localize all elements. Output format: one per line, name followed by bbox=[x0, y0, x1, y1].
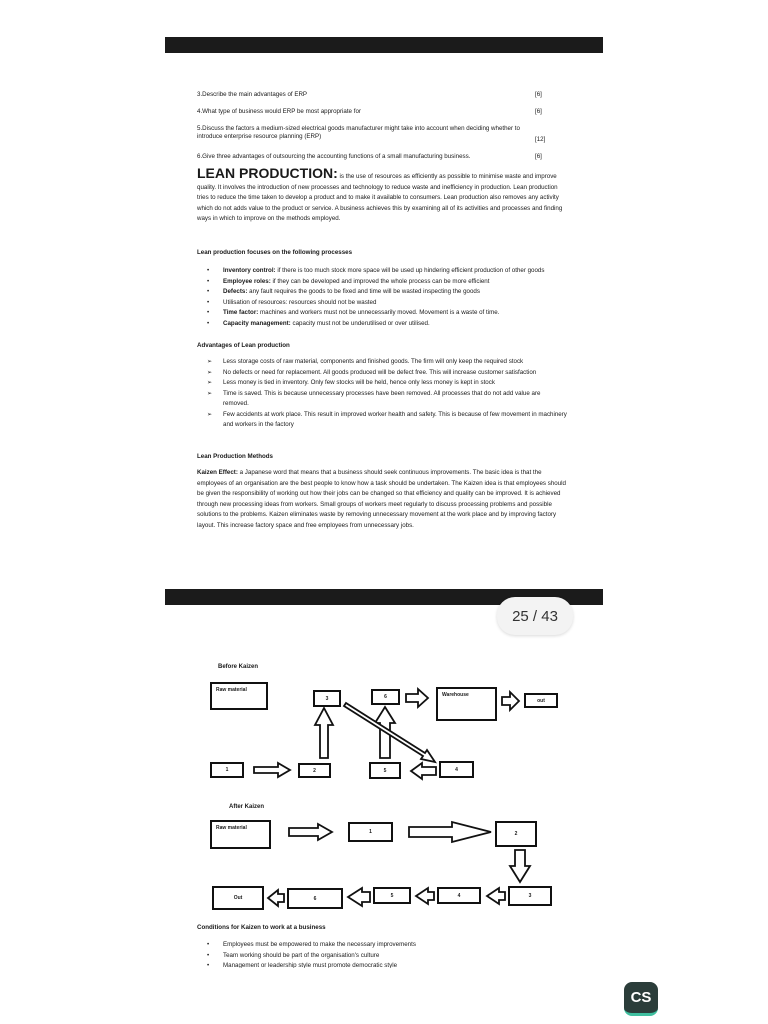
list-item: • Capacity management: capacity must not be underutilised or over utilised. bbox=[207, 319, 430, 327]
arrow-right-icon bbox=[409, 822, 491, 842]
process-box-6: 6 bbox=[371, 689, 400, 705]
conditions-list bbox=[197, 940, 567, 968]
question-3-mark: [6] bbox=[535, 91, 542, 98]
process-box-2: 2 bbox=[495, 821, 537, 847]
question-4: 4.What type of business would ERP be most appropriate for bbox=[197, 108, 361, 115]
process-box-4: 4 bbox=[437, 887, 481, 904]
page-indicator: 25 / 43 bbox=[497, 597, 573, 635]
arrow-right-icon bbox=[502, 692, 519, 710]
out-box: out bbox=[524, 693, 558, 708]
process-box-2: 2 bbox=[298, 763, 331, 778]
arrow-left-icon bbox=[416, 888, 434, 904]
question-5-mark: [12] bbox=[535, 136, 546, 143]
question-6: 6.Give three advantages of outsourcing the accounting functions of a small manufacturing business. bbox=[197, 153, 471, 160]
question-3: 3.Describe the main advantages of ERP bbox=[197, 91, 308, 98]
list-item: ➢ Few accidents at work place. This result in improved worker health and safety. This is because of few movement in machinery and workers in the factory bbox=[207, 410, 567, 428]
warehouse-box: Warehouse bbox=[436, 687, 497, 721]
process-box-1: 1 bbox=[348, 822, 393, 842]
list-item: • Time factor: machines and workers must not be unnecessarily moved. Movement is a waste of time. bbox=[207, 309, 500, 316]
camscanner-logo[interactable]: CS bbox=[624, 982, 658, 1016]
arrow-down-icon bbox=[510, 850, 530, 882]
out-box: Out bbox=[212, 886, 264, 910]
arrow-left-icon bbox=[487, 888, 505, 904]
arrow-left-icon bbox=[268, 890, 284, 906]
list-item: ➢ Less money is tied in inventory. Only few stocks will be held, hence only less money is kept in stock bbox=[207, 379, 495, 386]
focus-heading: Lean production focuses on the following processes bbox=[197, 249, 353, 256]
before-kaizen-title: Before Kaizen bbox=[218, 664, 259, 670]
kaizen-paragraph: Kaizen Effect: a Japanese word that means that a business should seek continuous improvements. The basic idea is that the employees of an organisation are the best people to know how a task should be undertaken. The Kaizen idea is that employees should be given the responsibility of working out how their jobs can be changed so that efficiency and quality can be improved. It is achieved through new processing ideas from workers. Small groups of workers meet regularly to discuss processing problems and possible solutions to the problems. Kaizen eliminates waste by removing unnecessary movement at the work place and by improving factory layout. This increase factory space and free employees from unnecessary jobs. bbox=[197, 469, 566, 529]
process-box-6: 6 bbox=[287, 888, 343, 909]
arrow-left-icon bbox=[411, 763, 436, 779]
advantages-heading: Advantages of Lean production bbox=[197, 342, 290, 349]
list-item: • Utilisation of resources: resources should not be wasted bbox=[207, 298, 377, 306]
list-item: • Inventory control: if there is too much stock more space will be used up hindering efficient production of other goods bbox=[207, 267, 545, 274]
list-item: • Employee roles: if they can be developed and improved the whole process can be more efficient bbox=[207, 277, 490, 285]
question-5: 5.Discuss the factors a medium-sized electrical goods manufacturer might take into account when deciding whether to introduce enterprise resource planning (ERP) bbox=[197, 125, 520, 140]
process-box-4: 4 bbox=[439, 761, 474, 778]
arrow-right-icon bbox=[289, 824, 332, 840]
process-box-5: 5 bbox=[369, 762, 401, 779]
list-item: ➢ No defects or need for replacement. All goods produced will be defect free. This will increase customer satisfaction bbox=[207, 368, 537, 376]
raw-material-box: Raw material bbox=[210, 820, 271, 849]
conditions-heading: Conditions for Kaizen to work at a business bbox=[197, 924, 326, 931]
list-item: • Management or leadership style must promote democratic style bbox=[207, 962, 398, 968]
lean-intro-text: is the use of resources as efficiently as possible to minimise waste and improve quality. It involves the introduction of new processes and technology to reduce waste and inefficiency in production. Lean production tries to reduce the time taken to develop a product and to make it available to consumers. Lean production also removes any activity which do not adds value to the product or service. A business achieves this by examining all of its activities and processes and finding ways in which to improve on the methods employed. bbox=[197, 173, 563, 222]
process-box-1: 1 bbox=[210, 762, 244, 778]
after-kaizen-title: After Kaizen bbox=[229, 804, 265, 810]
process-box-5: 5 bbox=[373, 887, 411, 904]
list-item: • Employees must be empowered to make the necessary improvements bbox=[207, 941, 416, 948]
question-4-mark: [6] bbox=[535, 108, 542, 115]
arrow-left-icon bbox=[348, 888, 370, 906]
lean-title: LEAN PRODUCTION: bbox=[197, 165, 338, 181]
methods-heading: Lean Production Methods bbox=[197, 453, 273, 460]
list-item: • Defects: any fault requires the goods to be fixed and time will be wasted inspecting the goods bbox=[207, 288, 480, 295]
arrow-right-icon bbox=[406, 689, 428, 707]
list-item: • Team working should be part of the organisation's culture bbox=[207, 951, 380, 959]
list-item: ➢ Less storage costs of raw material, components and finished goods. The firm will only keep the required stock bbox=[207, 358, 524, 365]
process-box-3: 3 bbox=[313, 690, 341, 707]
process-box-3: 3 bbox=[508, 886, 552, 906]
arrow-up-icon bbox=[315, 708, 333, 758]
list-item: ➢ Time is saved. This is because unnecessary processes have been removed. All processes that do not add value are removed. bbox=[207, 389, 541, 407]
arrow-right-icon bbox=[254, 763, 290, 777]
raw-material-box: Raw material bbox=[210, 682, 268, 710]
question-6-mark: [6] bbox=[535, 153, 542, 160]
